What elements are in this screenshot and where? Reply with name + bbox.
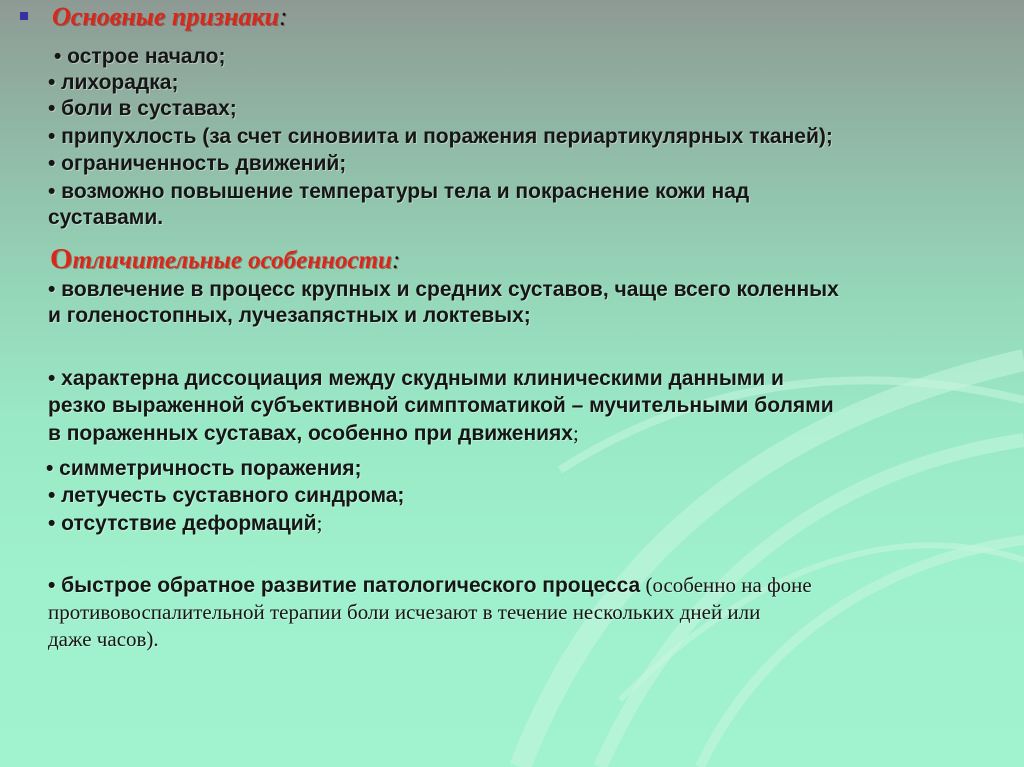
heading-distinctive-features: [50, 243, 400, 277]
square-bullet-icon: [20, 12, 28, 20]
heading-main-signs-text: Основные признаки: [52, 2, 280, 31]
list-item: • припухлость (за счет синовиита и поражения периартикулярных тканей);: [48, 125, 833, 148]
list-item: • вовлечение в процесс крупных и средних суставов, чаще всего коленных: [48, 278, 839, 301]
list-item-note: (особенно на фоне: [640, 573, 812, 597]
list-item: • возможно повышение температуры тела и покраснение кожи над: [48, 180, 750, 203]
list-item-text: • быстрое обратное развитие патологического процесса: [48, 574, 641, 597]
list-item-continuation: противовоспалительной терапии боли исчезают в течение нескольких дней или: [48, 600, 761, 624]
heading-distinctive-colon: :: [391, 247, 401, 274]
list-item: [48, 510, 322, 537]
list-item-punctuation: ;: [316, 511, 323, 535]
list-item-text: • отсутствие деформаций: [48, 512, 317, 535]
list-item-punctuation: ;: [572, 421, 579, 445]
heading-main-signs: [52, 0, 288, 34]
list-item: • острое начало;: [54, 45, 226, 68]
heading-main-signs-colon: :: [279, 2, 288, 31]
list-item-continuation: [48, 420, 579, 447]
heading-distinctive-text: тличительные особенности: [72, 247, 392, 274]
list-item-continuation: и голеностопных, лучезапястных и локтевых;: [48, 304, 531, 327]
list-item: • лихорадка;: [48, 71, 179, 94]
list-item: • летучесть суставного синдрома;: [48, 484, 405, 507]
list-item-continuation: резко выраженной субъективной симптоматикой – мучительными болями: [48, 394, 834, 417]
list-item: • симметричность поражения;: [46, 457, 362, 480]
list-item: • ограниченность движений;: [48, 152, 347, 175]
list-item-continuation: даже часов).: [48, 627, 159, 651]
list-item: • боли в суставах;: [48, 97, 237, 120]
list-item: • характерна диссоциация между скудными клиническими данными и: [48, 367, 784, 390]
list-item: [48, 572, 812, 599]
list-item-continuation: суставами.: [48, 206, 164, 229]
heading-distinctive-first-letter: О: [50, 243, 73, 275]
list-item-text: в пораженных суставах, особенно при движениях: [48, 422, 573, 445]
